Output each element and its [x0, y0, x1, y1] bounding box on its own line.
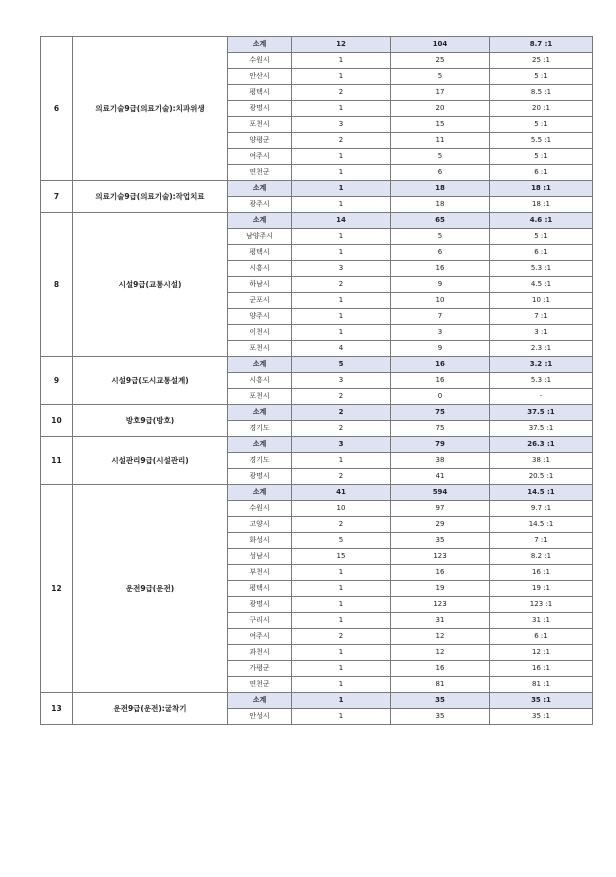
- positions-cell: 2: [292, 469, 391, 485]
- region-cell: 연천군: [228, 677, 292, 693]
- positions-cell: 1: [292, 645, 391, 661]
- ratio-cell: 8.2 :1: [490, 549, 593, 565]
- positions-cell: 1: [292, 693, 391, 709]
- ratio-cell: 7 :1: [490, 309, 593, 325]
- applicants-cell: 16: [391, 565, 490, 581]
- ratio-cell: 20 :1: [490, 101, 593, 117]
- applicants-cell: 41: [391, 469, 490, 485]
- positions-cell: 41: [292, 485, 391, 501]
- region-cell: 소계: [228, 37, 292, 53]
- ratio-cell: 26.3 :1: [490, 437, 593, 453]
- group-number: 7: [41, 181, 73, 213]
- applicants-cell: 6: [391, 245, 490, 261]
- positions-cell: 1: [292, 661, 391, 677]
- group-number: 13: [41, 693, 73, 725]
- ratio-cell: 5 :1: [490, 229, 593, 245]
- region-cell: 소계: [228, 405, 292, 421]
- applicants-cell: 81: [391, 677, 490, 693]
- positions-cell: 1: [292, 181, 391, 197]
- region-cell: 포천시: [228, 341, 292, 357]
- region-cell: 평택시: [228, 245, 292, 261]
- positions-cell: 1: [292, 149, 391, 165]
- ratio-cell: 38 :1: [490, 453, 593, 469]
- region-cell: 광명시: [228, 597, 292, 613]
- ratio-cell: 7 :1: [490, 533, 593, 549]
- group-number: 10: [41, 405, 73, 437]
- positions-cell: 1: [292, 53, 391, 69]
- applicants-cell: 5: [391, 69, 490, 85]
- positions-cell: 1: [292, 197, 391, 213]
- positions-cell: 2: [292, 517, 391, 533]
- positions-cell: 1: [292, 165, 391, 181]
- applicants-cell: 16: [391, 261, 490, 277]
- applicants-cell: 18: [391, 197, 490, 213]
- ratio-cell: 20.5 :1: [490, 469, 593, 485]
- positions-cell: 1: [292, 613, 391, 629]
- applicants-cell: 31: [391, 613, 490, 629]
- subtotal-row: [41, 693, 593, 709]
- positions-cell: 2: [292, 277, 391, 293]
- positions-cell: 15: [292, 549, 391, 565]
- region-cell: 소계: [228, 693, 292, 709]
- ratio-cell: 14.5 :1: [490, 517, 593, 533]
- applicants-cell: 104: [391, 37, 490, 53]
- applicants-cell: 25: [391, 53, 490, 69]
- subtotal-row: [41, 437, 593, 453]
- region-cell: 여주시: [228, 629, 292, 645]
- ratio-cell: 4.5 :1: [490, 277, 593, 293]
- positions-cell: 1: [292, 293, 391, 309]
- ratio-cell: 5.3 :1: [490, 261, 593, 277]
- positions-cell: 2: [292, 405, 391, 421]
- group-number: 6: [41, 37, 73, 181]
- positions-cell: 2: [292, 421, 391, 437]
- region-cell: 포천시: [228, 389, 292, 405]
- ratio-cell: 8.5 :1: [490, 85, 593, 101]
- ratio-cell: 4.6 :1: [490, 213, 593, 229]
- region-cell: 가평군: [228, 661, 292, 677]
- applicants-cell: 16: [391, 357, 490, 373]
- region-cell: 소계: [228, 357, 292, 373]
- applicants-cell: 9: [391, 341, 490, 357]
- ratio-cell: 37.5 :1: [490, 421, 593, 437]
- ratio-cell: 37.5 :1: [490, 405, 593, 421]
- applicants-cell: 75: [391, 405, 490, 421]
- ratio-cell: 25 :1: [490, 53, 593, 69]
- ratio-cell: 123 :1: [490, 597, 593, 613]
- applicants-cell: 65: [391, 213, 490, 229]
- region-cell: 경기도: [228, 453, 292, 469]
- ratio-cell: 6 :1: [490, 629, 593, 645]
- region-cell: 포천시: [228, 117, 292, 133]
- region-cell: 수원시: [228, 501, 292, 517]
- ratio-cell: 2.3 :1: [490, 341, 593, 357]
- positions-cell: 3: [292, 437, 391, 453]
- applicants-cell: 16: [391, 373, 490, 389]
- ratio-cell: 5 :1: [490, 149, 593, 165]
- positions-cell: 14: [292, 213, 391, 229]
- ratio-cell: 5 :1: [490, 69, 593, 85]
- job-category: 운전9급(운전):굴착기: [73, 693, 228, 725]
- positions-cell: 5: [292, 357, 391, 373]
- positions-cell: 3: [292, 261, 391, 277]
- positions-cell: 3: [292, 117, 391, 133]
- region-cell: 평택시: [228, 85, 292, 101]
- applicants-cell: 123: [391, 549, 490, 565]
- region-cell: 하남시: [228, 277, 292, 293]
- applicants-cell: 3: [391, 325, 490, 341]
- applicants-cell: 35: [391, 693, 490, 709]
- positions-cell: 1: [292, 69, 391, 85]
- applicants-cell: 12: [391, 629, 490, 645]
- table-body: [41, 37, 593, 725]
- applicants-cell: 16: [391, 661, 490, 677]
- subtotal-row: [41, 357, 593, 373]
- applicants-cell: 97: [391, 501, 490, 517]
- positions-cell: 1: [292, 709, 391, 725]
- job-category: 시설9급(도시교통설계): [73, 357, 228, 405]
- region-cell: 소계: [228, 213, 292, 229]
- ratio-cell: 6 :1: [490, 165, 593, 181]
- positions-cell: 1: [292, 229, 391, 245]
- applicants-cell: 594: [391, 485, 490, 501]
- job-category: 방호9급(방호): [73, 405, 228, 437]
- region-cell: 이천시: [228, 325, 292, 341]
- applicants-cell: 17: [391, 85, 490, 101]
- region-cell: 광명시: [228, 101, 292, 117]
- positions-cell: 2: [292, 85, 391, 101]
- applicants-cell: 19: [391, 581, 490, 597]
- region-cell: 남양주시: [228, 229, 292, 245]
- region-cell: 소계: [228, 485, 292, 501]
- ratio-cell: 18 :1: [490, 197, 593, 213]
- ratio-cell: 5.5 :1: [490, 133, 593, 149]
- job-category: 의료기술9급(의료기술):작업치료: [73, 181, 228, 213]
- applicants-cell: 5: [391, 149, 490, 165]
- region-cell: 군포시: [228, 293, 292, 309]
- region-cell: 평택시: [228, 581, 292, 597]
- applicants-cell: 79: [391, 437, 490, 453]
- region-cell: 시흥시: [228, 373, 292, 389]
- group-number: 8: [41, 213, 73, 357]
- region-cell: 경기도: [228, 421, 292, 437]
- applicants-cell: 18: [391, 181, 490, 197]
- ratio-cell: 18 :1: [490, 181, 593, 197]
- positions-cell: 2: [292, 389, 391, 405]
- applicants-cell: 123: [391, 597, 490, 613]
- region-cell: 안성시: [228, 709, 292, 725]
- positions-cell: 1: [292, 581, 391, 597]
- group-number: 11: [41, 437, 73, 485]
- region-cell: 광명시: [228, 469, 292, 485]
- positions-cell: 5: [292, 533, 391, 549]
- job-category: 시설관리9급(시설관리): [73, 437, 228, 485]
- applicants-cell: 0: [391, 389, 490, 405]
- region-cell: 부천시: [228, 565, 292, 581]
- positions-cell: 1: [292, 309, 391, 325]
- positions-cell: 12: [292, 37, 391, 53]
- positions-cell: 2: [292, 629, 391, 645]
- region-cell: 광주시: [228, 197, 292, 213]
- applicants-cell: 15: [391, 117, 490, 133]
- subtotal-row: [41, 405, 593, 421]
- positions-cell: 1: [292, 677, 391, 693]
- job-category: 의료기술9급(의료기술):치과위생: [73, 37, 228, 181]
- positions-cell: 1: [292, 453, 391, 469]
- subtotal-row: [41, 213, 593, 229]
- group-number: 9: [41, 357, 73, 405]
- ratio-cell: 14.5 :1: [490, 485, 593, 501]
- positions-cell: 1: [292, 245, 391, 261]
- applicants-cell: 7: [391, 309, 490, 325]
- applicants-cell: 35: [391, 533, 490, 549]
- job-category: 시설9급(교통시설): [73, 213, 228, 357]
- region-cell: 과천시: [228, 645, 292, 661]
- region-cell: 수원시: [228, 53, 292, 69]
- ratio-cell: 9.7 :1: [490, 501, 593, 517]
- region-cell: 구리시: [228, 613, 292, 629]
- positions-cell: 10: [292, 501, 391, 517]
- job-category: 운전9급(운전): [73, 485, 228, 693]
- applicants-cell: 9: [391, 277, 490, 293]
- positions-cell: 1: [292, 325, 391, 341]
- recruitment-table: [40, 36, 593, 725]
- ratio-cell: 35 :1: [490, 693, 593, 709]
- ratio-cell: 16 :1: [490, 661, 593, 677]
- ratio-cell: 3.2 :1: [490, 357, 593, 373]
- ratio-cell: 5.3 :1: [490, 373, 593, 389]
- applicants-cell: 10: [391, 293, 490, 309]
- positions-cell: 4: [292, 341, 391, 357]
- ratio-cell: 31 :1: [490, 613, 593, 629]
- subtotal-row: [41, 181, 593, 197]
- applicants-cell: 20: [391, 101, 490, 117]
- ratio-cell: 81 :1: [490, 677, 593, 693]
- ratio-cell: 10 :1: [490, 293, 593, 309]
- region-cell: 연천군: [228, 165, 292, 181]
- positions-cell: 1: [292, 565, 391, 581]
- applicants-cell: 75: [391, 421, 490, 437]
- region-cell: 소계: [228, 437, 292, 453]
- applicants-cell: 12: [391, 645, 490, 661]
- region-cell: 시흥시: [228, 261, 292, 277]
- positions-cell: 3: [292, 373, 391, 389]
- region-cell: 여주시: [228, 149, 292, 165]
- ratio-cell: 6 :1: [490, 245, 593, 261]
- group-number: 12: [41, 485, 73, 693]
- ratio-cell: -: [490, 389, 593, 405]
- region-cell: 안산시: [228, 69, 292, 85]
- ratio-cell: 3 :1: [490, 325, 593, 341]
- ratio-cell: 19 :1: [490, 581, 593, 597]
- ratio-cell: 12 :1: [490, 645, 593, 661]
- positions-cell: 1: [292, 597, 391, 613]
- region-cell: 화성시: [228, 533, 292, 549]
- applicants-cell: 11: [391, 133, 490, 149]
- region-cell: 성남시: [228, 549, 292, 565]
- positions-cell: 2: [292, 133, 391, 149]
- ratio-cell: 16 :1: [490, 565, 593, 581]
- ratio-cell: 8.7 :1: [490, 37, 593, 53]
- region-cell: 양평군: [228, 133, 292, 149]
- region-cell: 고양시: [228, 517, 292, 533]
- applicants-cell: 5: [391, 229, 490, 245]
- subtotal-row: [41, 485, 593, 501]
- applicants-cell: 6: [391, 165, 490, 181]
- applicants-cell: 35: [391, 709, 490, 725]
- region-cell: 소계: [228, 181, 292, 197]
- applicants-cell: 38: [391, 453, 490, 469]
- region-cell: 양주시: [228, 309, 292, 325]
- subtotal-row: [41, 37, 593, 53]
- ratio-cell: 35 :1: [490, 709, 593, 725]
- positions-cell: 1: [292, 101, 391, 117]
- ratio-cell: 5 :1: [490, 117, 593, 133]
- applicants-cell: 29: [391, 517, 490, 533]
